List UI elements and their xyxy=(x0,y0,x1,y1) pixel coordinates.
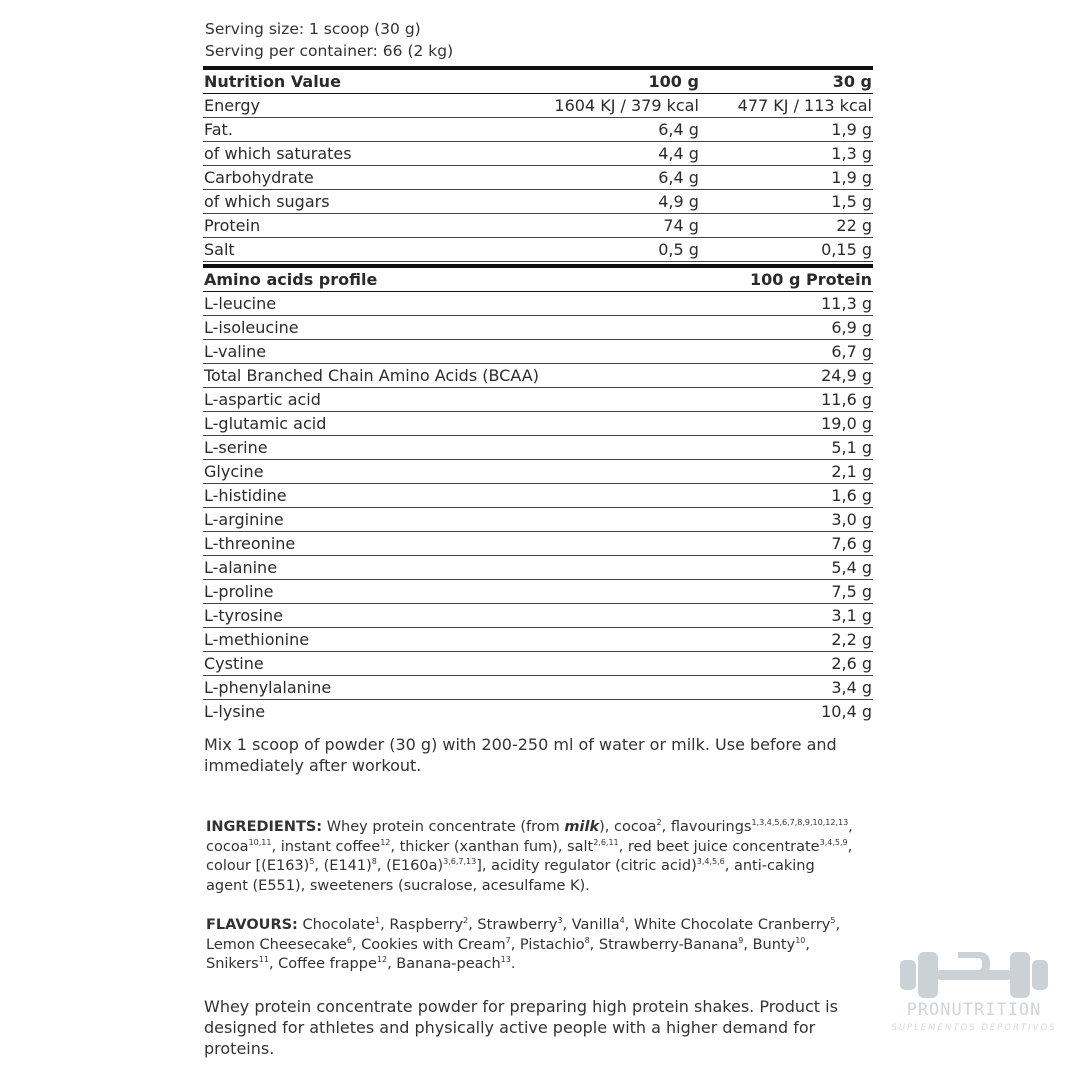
nutrition-row xyxy=(203,190,873,214)
amino-row xyxy=(203,388,873,412)
amino-acid-name: L-alanine xyxy=(203,556,693,580)
pronutrition-watermark xyxy=(886,946,1062,1042)
flavours-footnote-ref: 13 xyxy=(500,955,511,965)
nutrient-per-30g: 1,5 g xyxy=(700,190,873,214)
amino-acid-value: 5,4 g xyxy=(693,556,873,580)
amino-acid-value: 6,7 g xyxy=(693,340,873,364)
amino-acid-value: 5,1 g xyxy=(693,436,873,460)
amino-acid-name: Cystine xyxy=(203,652,693,676)
amino-acid-name: L-threonine xyxy=(203,532,693,556)
nutrition-header-100g: 100 g xyxy=(516,68,700,94)
product-description: Whey protein concentrate powder for preparing high protein shakes. Product is designed for athletes and physically active people with a higher demand for proteins. xyxy=(204,997,838,1058)
amino-acid-name: Glycine xyxy=(203,460,693,484)
amino-row xyxy=(203,292,873,316)
amino-row xyxy=(203,556,873,580)
flavours-text-part: , Bunty xyxy=(743,936,796,953)
amino-row xyxy=(203,580,873,604)
flavours-text-part: , Snikers xyxy=(206,936,810,972)
serving-size: Serving size: 1 scoop (30 g) xyxy=(205,20,421,38)
flavours-footnote-ref: 5 xyxy=(830,916,836,926)
amino-row xyxy=(203,412,873,436)
ingredients-text-part: milk xyxy=(564,819,600,835)
flavours-footnote-ref: 2 xyxy=(463,916,469,926)
nutrition-row xyxy=(203,94,873,118)
flavours-footnote-ref: 11 xyxy=(258,955,269,965)
flavours-footnote-ref: 12 xyxy=(376,955,388,965)
amino-acid-value: 11,6 g xyxy=(693,388,873,412)
nutrition-header-row xyxy=(203,68,873,94)
flavours-text xyxy=(206,917,840,972)
flavours-text-part: . xyxy=(510,956,516,972)
amino-row xyxy=(203,652,873,676)
amino-row xyxy=(203,340,873,364)
nutrient-per-100g: 6,4 g xyxy=(516,118,700,142)
amino-acid-name: Total Branched Chain Amino Acids (BCAA) xyxy=(203,364,693,388)
nutrition-header-30g: 30 g xyxy=(700,68,873,94)
amino-acid-value: 2,1 g xyxy=(693,460,873,484)
amino-acid-value: 2,6 g xyxy=(693,652,873,676)
amino-acid-name: L-tyrosine xyxy=(203,604,693,628)
flavours-text-part: , Coffee frappe xyxy=(268,956,377,972)
flavours-footnote-ref: 4 xyxy=(619,916,625,926)
ingredients-footnote-ref: 5 xyxy=(309,857,315,867)
nutrient-name: Energy xyxy=(203,94,516,118)
ingredients-text-part: ), cocoa xyxy=(599,819,657,835)
nutrition-row xyxy=(203,166,873,190)
amino-acid-value: 3,4 g xyxy=(693,676,873,700)
nutrient-per-30g: 1,9 g xyxy=(700,118,873,142)
watermark-brand: PRONUTRITION xyxy=(906,1000,1042,1020)
ingredients-text-part: , instant coffee xyxy=(271,838,381,855)
ingredients-text-part: , red beet juice concentrate xyxy=(618,838,820,855)
nutrient-per-30g: 1,9 g xyxy=(700,166,873,190)
amino-rows xyxy=(203,292,873,724)
ingredients-text-part: , cocoa xyxy=(206,819,853,855)
flavours-text-part: , Pistachio xyxy=(510,936,585,953)
amino-row xyxy=(203,532,873,556)
amino-row xyxy=(203,676,873,700)
nutrient-per-100g: 74 g xyxy=(516,214,700,238)
amino-acid-name: L-histidine xyxy=(203,484,693,508)
amino-row xyxy=(203,700,873,724)
ingredients-text-part: , flavourings xyxy=(661,819,752,835)
flavours-text-part: Chocolate xyxy=(297,917,376,933)
amino-acid-value: 7,5 g xyxy=(693,580,873,604)
nutrient-per-30g: 477 KJ / 113 kcal xyxy=(700,94,873,118)
nutrient-per-100g: 4,4 g xyxy=(516,142,700,166)
amino-acid-name: L-arginine xyxy=(203,508,693,532)
ingredients-text-part: , colour [(E163) xyxy=(206,838,853,874)
ingredients-text-part: ], acidity regulator (citric acid) xyxy=(476,858,697,874)
nutrition-row xyxy=(203,118,873,142)
nutrient-per-100g: 6,4 g xyxy=(516,166,700,190)
flavours-text-part: , White Chocolate Cranberry xyxy=(624,917,831,933)
amino-acid-value: 3,0 g xyxy=(693,508,873,532)
ingredients-footnote-ref: 10,11 xyxy=(248,837,272,847)
flavours-footnote-ref: 8 xyxy=(584,935,590,945)
dumbbell-logo-icon xyxy=(886,946,1062,1002)
ingredients-footnote-ref: 3,6,7,13 xyxy=(443,857,477,867)
nutrition-header-label: Nutrition Value xyxy=(203,68,516,94)
flavours-text-part: , Raspberry xyxy=(380,917,464,933)
ingredients-footnote-ref: 8 xyxy=(371,857,377,867)
flavours-text-part: , Lemon Cheesecake xyxy=(206,917,841,953)
amino-acid-name: L-lysine xyxy=(204,701,266,721)
ingredients-paragraph xyxy=(206,818,856,896)
amino-acid-value: 24,9 g xyxy=(693,364,873,388)
amino-acid-name: L-leucine xyxy=(203,292,693,316)
nutrition-row xyxy=(203,238,873,262)
nutrition-rows xyxy=(203,94,873,262)
ingredients-footnote-ref: 1,3,4,5,6,7,8,9,10,12,13 xyxy=(751,818,849,828)
nutrition-row xyxy=(203,214,873,238)
amino-acid-name: L-valine xyxy=(203,340,693,364)
ingredients-text-part: , (E160a) xyxy=(376,858,444,874)
amino-row xyxy=(203,604,873,628)
amino-acid-value: 3,1 g xyxy=(693,604,873,628)
flavours-text-part: , Strawberry xyxy=(468,917,558,933)
amino-acid-value: 2,2 g xyxy=(693,628,873,652)
amino-row xyxy=(203,460,873,484)
amino-acid-name: L-isoleucine xyxy=(203,316,693,340)
amino-row xyxy=(203,628,873,652)
ingredients-text-part: , anti-caking agent (E551), sweeteners (sucralose, acesulfame K). xyxy=(206,858,815,894)
ingredients-footnote-ref: 3,4,5,6 xyxy=(696,857,725,867)
amino-row xyxy=(203,508,873,532)
serving-info xyxy=(205,18,453,62)
amino-acid-value: 19,0 g xyxy=(693,412,873,436)
nutrient-name: Protein xyxy=(203,214,516,238)
flavours-text-part: , Banana-peach xyxy=(387,956,501,972)
nutrient-per-100g: 0,5 g xyxy=(516,238,700,262)
ingredients-text-part: Whey protein concentrate (from xyxy=(322,819,565,835)
serving-per-container: Serving per container: 66 (2 kg) xyxy=(205,42,454,60)
amino-header-row xyxy=(203,266,873,292)
ingredients-footnote-ref: 2,6,11 xyxy=(593,837,619,847)
usage-instructions: Mix 1 scoop of powder (30 g) with 200-250 ml of water or milk. Use before and immediately after workout. xyxy=(204,735,837,775)
flavours-footnote-ref: 7 xyxy=(505,935,511,945)
flavours-text-part: , Strawberry-Banana xyxy=(589,936,739,953)
nutrition-table xyxy=(203,66,873,262)
amino-acid-name: L-glutamic acid xyxy=(203,412,693,436)
amino-acid-name: L-serine xyxy=(203,436,693,460)
nutrient-name: of which saturates xyxy=(203,142,516,166)
flavours-label: FLAVOURS: xyxy=(206,917,298,933)
ingredients-footnote-ref: 12 xyxy=(380,837,391,847)
ingredients-text-part: , thicker (xanthan fum), salt xyxy=(390,838,594,855)
nutrient-name: Salt xyxy=(203,238,516,262)
amino-row xyxy=(203,484,873,508)
nutrient-per-100g: 4,9 g xyxy=(516,190,700,214)
amino-acid-value: 11,3 g xyxy=(693,292,873,316)
watermark-tagline: SUPLEMENTOS DEPORTIVOS xyxy=(891,1023,1057,1033)
nutrient-per-100g: 1604 KJ / 379 kcal xyxy=(516,94,700,118)
nutrient-name: Fat. xyxy=(203,118,516,142)
nutrition-row xyxy=(203,142,873,166)
ingredients-text-part: , (E141) xyxy=(314,858,372,874)
nutrient-name: of which sugars xyxy=(203,190,516,214)
amino-header-label: Amino acids profile xyxy=(203,266,693,292)
flavours-footnote-ref: 10 xyxy=(795,935,806,945)
amino-row xyxy=(203,364,873,388)
flavours-footnote-ref: 3 xyxy=(557,916,563,926)
nutrient-per-30g: 22 g xyxy=(700,214,873,238)
amino-acid-value: 1,6 g xyxy=(693,484,873,508)
ingredients-label: INGREDIENTS: xyxy=(206,819,323,835)
amino-acid-name: L-proline xyxy=(203,580,693,604)
amino-acid-name: L-aspartic acid xyxy=(203,388,693,412)
flavours-footnote-ref: 6 xyxy=(346,935,352,945)
amino-acid-value: 10,4 g xyxy=(821,701,872,721)
amino-acid-name: L-methionine xyxy=(203,628,693,652)
amino-row xyxy=(203,316,873,340)
nutrient-per-30g: 0,15 g xyxy=(700,238,873,262)
flavours-text-part: , Cookies with Cream xyxy=(351,936,506,953)
amino-acid-value: 7,6 g xyxy=(693,532,873,556)
amino-header-value: 100 g Protein xyxy=(693,266,873,292)
amino-acids-table xyxy=(203,264,873,723)
amino-acid-name: L-phenylalanine xyxy=(203,676,693,700)
flavours-footnote-ref: 1 xyxy=(375,916,381,926)
amino-row xyxy=(203,436,873,460)
nutrient-name: Carbohydrate xyxy=(203,166,516,190)
nutrient-per-30g: 1,3 g xyxy=(700,142,873,166)
flavours-paragraph xyxy=(206,916,856,975)
ingredients-footnote-ref: 3,4,5,9 xyxy=(819,837,848,847)
amino-acid-value: 6,9 g xyxy=(693,316,873,340)
flavours-text-part: , Vanilla xyxy=(562,917,620,933)
ingredients-footnote-ref: 2 xyxy=(656,818,662,828)
flavours-footnote-ref: 9 xyxy=(738,935,744,945)
